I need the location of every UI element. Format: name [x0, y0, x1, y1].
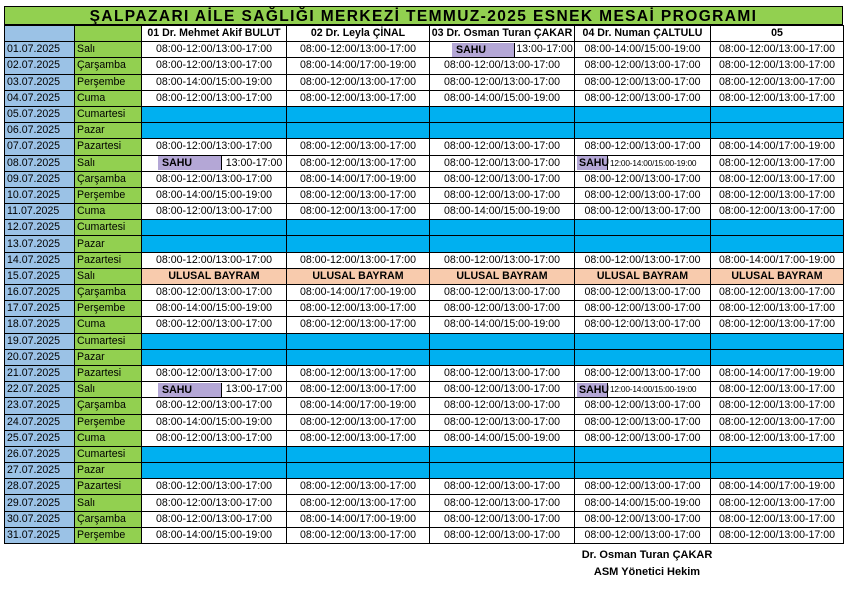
day-cell: Cuma	[75, 317, 142, 333]
weekend-cell	[575, 236, 711, 252]
weekend-cell	[287, 106, 430, 122]
schedule-cell: 08:00-12:00/13:00-17:00	[287, 365, 430, 381]
schedule-cell: 08:00-12:00/13:00-17:00	[575, 252, 711, 268]
date-cell: 23.07.2025	[5, 398, 75, 414]
schedule-cell: 08:00-12:00/13:00-17:00	[287, 479, 430, 495]
weekend-cell	[575, 446, 711, 462]
schedule-cell: 08:00-12:00/13:00-17:00	[287, 414, 430, 430]
weekend-cell	[287, 446, 430, 462]
table-row	[5, 74, 844, 90]
day-cell: Pazar	[75, 123, 142, 139]
schedule-cell: 08:00-12:00/13:00-17:00	[430, 382, 575, 398]
schedule-cell: 08:00-12:00/13:00-17:00	[142, 252, 287, 268]
schedule-cell: 08:00-12:00/13:00-17:00	[430, 301, 575, 317]
schedule-cell: 08:00-12:00/13:00-17:00	[711, 301, 844, 317]
date-cell: 16.07.2025	[5, 285, 75, 301]
holiday-cell: ULUSAL BAYRAM	[142, 268, 287, 284]
schedule-cell: 08:00-14:00/15:00-19:00	[430, 317, 575, 333]
date-cell: 13.07.2025	[5, 236, 75, 252]
day-cell: Perşembe	[75, 187, 142, 203]
schedule-table	[4, 25, 844, 544]
schedule-cell: 08:00-12:00/13:00-17:00	[430, 495, 575, 511]
schedule-cell: 08:00-14:00/17:00-19:00	[711, 139, 844, 155]
table-row	[5, 349, 844, 365]
schedule-cell: 08:00-12:00/13:00-17:00	[142, 495, 287, 511]
schedule-cell: 08:00-12:00/13:00-17:00	[430, 74, 575, 90]
schedule-cell: 08:00-12:00/13:00-17:00	[575, 511, 711, 527]
weekend-cell	[142, 236, 287, 252]
weekend-cell	[711, 463, 844, 479]
date-cell: 29.07.2025	[5, 495, 75, 511]
date-cell: 21.07.2025	[5, 365, 75, 381]
day-cell: Pazar	[75, 349, 142, 365]
weekend-cell	[142, 123, 287, 139]
sahu-badge: SAHU	[158, 383, 222, 397]
weekend-cell	[287, 236, 430, 252]
schedule-cell: 08:00-14:00/15:00-19:00	[142, 527, 287, 543]
day-cell: Perşembe	[75, 414, 142, 430]
schedule-cell: 08:00-12:00/13:00-17:00	[142, 398, 287, 414]
day-cell: Pazartesi	[75, 139, 142, 155]
table-row	[5, 42, 844, 58]
table-row	[5, 527, 844, 543]
sahu-time: 12:00-14:00/15:00-19:00	[610, 384, 697, 395]
schedule-cell: 08:00-14:00/15:00-19:00	[430, 430, 575, 446]
header-doctor-02: 02 Dr. Leyla ÇİNAL	[287, 26, 430, 42]
schedule-cell: 08:00-12:00/13:00-17:00	[287, 42, 430, 58]
schedule-cell: 08:00-12:00/13:00-17:00	[430, 479, 575, 495]
schedule-cell: 08:00-12:00/13:00-17:00	[711, 90, 844, 106]
schedule-cell: 08:00-14:00/15:00-19:00	[430, 90, 575, 106]
schedule-cell: 08:00-14:00/17:00-19:00	[711, 365, 844, 381]
schedule-cell: 08:00-14:00/15:00-19:00	[575, 495, 711, 511]
schedule-cell: 08:00-12:00/13:00-17:00	[287, 204, 430, 220]
schedule-cell: 08:00-14:00/15:00-19:00	[142, 414, 287, 430]
schedule-cell: 08:00-12:00/13:00-17:00	[711, 382, 844, 398]
table-row	[5, 268, 844, 284]
schedule-cell: 08:00-12:00/13:00-17:00	[430, 398, 575, 414]
date-cell: 24.07.2025	[5, 414, 75, 430]
schedule-cell: 08:00-12:00/13:00-17:00	[142, 511, 287, 527]
header-doctor-03: 03 Dr. Osman Turan ÇAKAR	[430, 26, 575, 42]
schedule-cell: 08:00-12:00/13:00-17:00	[575, 139, 711, 155]
schedule-cell: 08:00-14:00/15:00-19:00	[575, 42, 711, 58]
schedule-cell: 08:00-12:00/13:00-17:00	[575, 430, 711, 446]
weekend-cell	[142, 446, 287, 462]
day-cell: Pazartesi	[75, 479, 142, 495]
schedule-cell: 08:00-14:00/15:00-19:00	[142, 301, 287, 317]
schedule-cell: 08:00-12:00/13:00-17:00	[575, 414, 711, 430]
schedule-cell: 08:00-14:00/15:00-19:00	[142, 187, 287, 203]
date-cell: 03.07.2025	[5, 74, 75, 90]
table-row	[5, 285, 844, 301]
date-cell: 20.07.2025	[5, 349, 75, 365]
table-row	[5, 204, 844, 220]
day-cell: Salı	[75, 382, 142, 398]
holiday-cell: ULUSAL BAYRAM	[711, 268, 844, 284]
schedule-cell: 08:00-12:00/13:00-17:00	[711, 74, 844, 90]
schedule-cell: 08:00-12:00/13:00-17:00	[575, 90, 711, 106]
date-cell: 17.07.2025	[5, 301, 75, 317]
schedule-cell: 08:00-12:00/13:00-17:00	[287, 252, 430, 268]
table-row	[5, 398, 844, 414]
schedule-cell: 08:00-12:00/13:00-17:00	[287, 317, 430, 333]
schedule-cell: 08:00-12:00/13:00-17:00	[287, 155, 430, 171]
schedule-cell: 08:00-12:00/13:00-17:00	[711, 204, 844, 220]
schedule-cell: 08:00-12:00/13:00-17:00	[575, 187, 711, 203]
day-cell: Cumartesi	[75, 446, 142, 462]
weekend-cell	[287, 463, 430, 479]
weekend-cell	[575, 349, 711, 365]
sahu-cell	[575, 155, 711, 171]
weekend-cell	[575, 220, 711, 236]
manager-name: Dr. Osman Turan ÇAKAR	[581, 549, 713, 561]
weekend-cell	[430, 123, 575, 139]
table-row	[5, 365, 844, 381]
schedule-cell: 08:00-12:00/13:00-17:00	[430, 252, 575, 268]
table-row	[5, 187, 844, 203]
date-cell: 01.07.2025	[5, 42, 75, 58]
schedule-cell: 08:00-12:00/13:00-17:00	[142, 42, 287, 58]
day-cell: Pazar	[75, 463, 142, 479]
weekend-cell	[430, 446, 575, 462]
date-cell: 09.07.2025	[5, 171, 75, 187]
signature-block	[577, 547, 717, 581]
page-title: ŞALPAZARI AİLE SAĞLIĞI MERKEZİ TEMMUZ-2025 ESNEK MESAİ PROGRAMI	[4, 6, 843, 25]
schedule-cell: 08:00-12:00/13:00-17:00	[711, 398, 844, 414]
schedule-cell: 08:00-12:00/13:00-17:00	[142, 285, 287, 301]
schedule-cell: 08:00-12:00/13:00-17:00	[430, 155, 575, 171]
table-row	[5, 414, 844, 430]
schedule-cell: 08:00-12:00/13:00-17:00	[711, 187, 844, 203]
weekend-cell	[287, 220, 430, 236]
date-cell: 10.07.2025	[5, 187, 75, 203]
schedule-cell: 08:00-12:00/13:00-17:00	[430, 527, 575, 543]
sahu-cell	[575, 382, 711, 398]
date-cell: 15.07.2025	[5, 268, 75, 284]
schedule-cell: 08:00-12:00/13:00-17:00	[430, 511, 575, 527]
date-cell: 30.07.2025	[5, 511, 75, 527]
table-row	[5, 58, 844, 74]
schedule-cell: 08:00-12:00/13:00-17:00	[287, 382, 430, 398]
schedule-cell: 08:00-12:00/13:00-17:00	[430, 139, 575, 155]
header-row	[5, 26, 844, 42]
weekend-cell	[430, 106, 575, 122]
schedule-cell: 08:00-12:00/13:00-17:00	[142, 90, 287, 106]
sahu-time: 12:00-14:00/15:00-19:00	[610, 157, 697, 168]
day-cell: Cuma	[75, 90, 142, 106]
date-cell: 12.07.2025	[5, 220, 75, 236]
date-cell: 02.07.2025	[5, 58, 75, 74]
schedule-cell: 08:00-12:00/13:00-17:00	[711, 317, 844, 333]
day-cell: Perşembe	[75, 527, 142, 543]
date-cell: 06.07.2025	[5, 123, 75, 139]
weekend-cell	[711, 220, 844, 236]
schedule-cell: 08:00-12:00/13:00-17:00	[711, 171, 844, 187]
table-row	[5, 479, 844, 495]
date-cell: 22.07.2025	[5, 382, 75, 398]
weekend-cell	[287, 123, 430, 139]
schedule-cell: 08:00-12:00/13:00-17:00	[287, 187, 430, 203]
schedule-cell: 08:00-12:00/13:00-17:00	[142, 58, 287, 74]
day-cell: Salı	[75, 268, 142, 284]
holiday-cell: ULUSAL BAYRAM	[575, 268, 711, 284]
day-cell: Perşembe	[75, 74, 142, 90]
table-row	[5, 220, 844, 236]
header-doctor-05: 05	[711, 26, 844, 42]
sahu-cell	[142, 382, 287, 398]
header-doctor-01: 01 Dr. Mehmet Akif BULUT	[142, 26, 287, 42]
schedule-cell: 08:00-12:00/13:00-17:00	[575, 74, 711, 90]
header-day	[75, 26, 142, 42]
schedule-cell: 08:00-12:00/13:00-17:00	[430, 187, 575, 203]
day-cell: Çarşamba	[75, 511, 142, 527]
table-row	[5, 382, 844, 398]
schedule-cell: 08:00-12:00/13:00-17:00	[142, 139, 287, 155]
date-cell: 04.07.2025	[5, 90, 75, 106]
schedule-cell: 08:00-14:00/17:00-19:00	[711, 252, 844, 268]
date-cell: 28.07.2025	[5, 479, 75, 495]
schedule-cell: 08:00-12:00/13:00-17:00	[711, 285, 844, 301]
schedule-cell: 08:00-14:00/17:00-19:00	[287, 285, 430, 301]
schedule-cell: 08:00-12:00/13:00-17:00	[287, 90, 430, 106]
day-cell: Perşembe	[75, 301, 142, 317]
date-cell: 14.07.2025	[5, 252, 75, 268]
schedule-cell: 08:00-14:00/17:00-19:00	[711, 479, 844, 495]
schedule-sheet	[4, 6, 843, 544]
schedule-cell: 08:00-12:00/13:00-17:00	[287, 495, 430, 511]
schedule-cell: 08:00-12:00/13:00-17:00	[287, 139, 430, 155]
table-row	[5, 495, 844, 511]
day-cell: Salı	[75, 495, 142, 511]
sahu-time: 13:00-17:00	[225, 383, 283, 396]
table-row	[5, 301, 844, 317]
table-row	[5, 317, 844, 333]
weekend-cell	[430, 220, 575, 236]
schedule-cell: 08:00-12:00/13:00-17:00	[430, 58, 575, 74]
schedule-cell: 08:00-12:00/13:00-17:00	[575, 479, 711, 495]
sahu-wrap	[575, 382, 710, 397]
table-row	[5, 446, 844, 462]
schedule-cell: 08:00-12:00/13:00-17:00	[287, 301, 430, 317]
schedule-cell: 08:00-14:00/17:00-19:00	[287, 58, 430, 74]
weekend-cell	[575, 463, 711, 479]
day-cell: Salı	[75, 42, 142, 58]
sahu-time: 13:00-17:00	[225, 156, 283, 169]
header-doctor-04: 04 Dr. Numan ÇALTULU	[575, 26, 711, 42]
schedule-cell: 08:00-12:00/13:00-17:00	[575, 285, 711, 301]
schedule-cell: 08:00-12:00/13:00-17:00	[142, 171, 287, 187]
weekend-cell	[711, 349, 844, 365]
schedule-cell: 08:00-12:00/13:00-17:00	[575, 301, 711, 317]
weekend-cell	[711, 333, 844, 349]
weekend-cell	[430, 463, 575, 479]
schedule-cell: 08:00-12:00/13:00-17:00	[575, 58, 711, 74]
schedule-cell: 08:00-12:00/13:00-17:00	[142, 204, 287, 220]
weekend-cell	[142, 463, 287, 479]
schedule-cell: 08:00-12:00/13:00-17:00	[142, 317, 287, 333]
weekend-cell	[711, 236, 844, 252]
table-row	[5, 463, 844, 479]
date-cell: 05.07.2025	[5, 106, 75, 122]
schedule-cell: 08:00-12:00/13:00-17:00	[711, 527, 844, 543]
schedule-cell: 08:00-12:00/13:00-17:00	[430, 171, 575, 187]
schedule-cell: 08:00-12:00/13:00-17:00	[575, 398, 711, 414]
schedule-cell: 08:00-12:00/13:00-17:00	[575, 204, 711, 220]
weekend-cell	[575, 106, 711, 122]
weekend-cell	[142, 106, 287, 122]
weekend-cell	[430, 349, 575, 365]
date-cell: 19.07.2025	[5, 333, 75, 349]
sahu-badge: SAHU	[579, 157, 610, 170]
table-row	[5, 90, 844, 106]
date-cell: 11.07.2025	[5, 204, 75, 220]
sahu-badge: SAHU	[158, 156, 222, 170]
schedule-cell: 08:00-14:00/15:00-19:00	[142, 74, 287, 90]
day-cell: Cumartesi	[75, 333, 142, 349]
weekend-cell	[142, 333, 287, 349]
weekend-cell	[287, 333, 430, 349]
schedule-cell: 08:00-12:00/13:00-17:00	[430, 414, 575, 430]
day-cell: Çarşamba	[75, 58, 142, 74]
table-row	[5, 106, 844, 122]
schedule-cell: 08:00-12:00/13:00-17:00	[711, 155, 844, 171]
day-cell: Çarşamba	[75, 398, 142, 414]
sahu-wrap	[142, 156, 286, 171]
day-cell: Çarşamba	[75, 285, 142, 301]
schedule-cell: 08:00-12:00/13:00-17:00	[711, 495, 844, 511]
schedule-cell: 08:00-12:00/13:00-17:00	[575, 527, 711, 543]
day-cell: Pazar	[75, 236, 142, 252]
schedule-cell: 08:00-12:00/13:00-17:00	[287, 527, 430, 543]
schedule-cell: 08:00-12:00/13:00-17:00	[287, 74, 430, 90]
schedule-cell: 08:00-14:00/17:00-19:00	[287, 398, 430, 414]
weekend-cell	[142, 220, 287, 236]
date-cell: 31.07.2025	[5, 527, 75, 543]
sahu-cell	[142, 155, 287, 171]
holiday-cell: ULUSAL BAYRAM	[430, 268, 575, 284]
table-row	[5, 236, 844, 252]
date-cell: 07.07.2025	[5, 139, 75, 155]
table-row	[5, 511, 844, 527]
schedule-cell: 08:00-14:00/15:00-19:00	[430, 204, 575, 220]
sahu-wrap	[430, 42, 574, 57]
day-cell: Cumartesi	[75, 106, 142, 122]
weekend-cell	[430, 333, 575, 349]
sahu-time: 13:00-17:00	[516, 43, 573, 56]
day-cell: Pazartesi	[75, 365, 142, 381]
schedule-cell: 08:00-12:00/13:00-17:00	[711, 511, 844, 527]
weekend-cell	[711, 123, 844, 139]
date-cell: 18.07.2025	[5, 317, 75, 333]
table-row	[5, 139, 844, 155]
sahu-wrap	[575, 156, 710, 171]
schedule-cell: 08:00-12:00/13:00-17:00	[711, 42, 844, 58]
schedule-cell: 08:00-12:00/13:00-17:00	[430, 285, 575, 301]
table-row	[5, 123, 844, 139]
schedule-cell: 08:00-12:00/13:00-17:00	[142, 430, 287, 446]
day-cell: Cumartesi	[75, 220, 142, 236]
day-cell: Cuma	[75, 204, 142, 220]
holiday-cell: ULUSAL BAYRAM	[287, 268, 430, 284]
sahu-wrap	[142, 382, 286, 397]
schedule-cell: 08:00-12:00/13:00-17:00	[575, 171, 711, 187]
day-cell: Çarşamba	[75, 171, 142, 187]
schedule-cell: 08:00-12:00/13:00-17:00	[142, 365, 287, 381]
day-cell: Cuma	[75, 430, 142, 446]
weekend-cell	[575, 123, 711, 139]
weekend-cell	[711, 446, 844, 462]
date-cell: 25.07.2025	[5, 430, 75, 446]
schedule-cell: 08:00-12:00/13:00-17:00	[711, 414, 844, 430]
schedule-cell: 08:00-12:00/13:00-17:00	[711, 58, 844, 74]
sahu-cell	[430, 42, 575, 58]
schedule-cell: 08:00-12:00/13:00-17:00	[575, 317, 711, 333]
schedule-cell: 08:00-14:00/17:00-19:00	[287, 511, 430, 527]
weekend-cell	[142, 349, 287, 365]
table-row	[5, 155, 844, 171]
schedule-cell: 08:00-12:00/13:00-17:00	[711, 430, 844, 446]
table-row	[5, 171, 844, 187]
sahu-badge: SAHU	[452, 43, 515, 57]
header-date	[5, 26, 75, 42]
manager-title: ASM Yönetici Hekim	[593, 566, 701, 578]
weekend-cell	[430, 236, 575, 252]
sahu-badge: SAHU	[579, 383, 610, 396]
date-cell: 08.07.2025	[5, 155, 75, 171]
date-cell: 27.07.2025	[5, 463, 75, 479]
schedule-cell: 08:00-14:00/17:00-19:00	[287, 171, 430, 187]
schedule-cell: 08:00-12:00/13:00-17:00	[575, 365, 711, 381]
schedule-cell: 08:00-12:00/13:00-17:00	[142, 479, 287, 495]
schedule-cell: 08:00-12:00/13:00-17:00	[287, 430, 430, 446]
day-cell: Salı	[75, 155, 142, 171]
weekend-cell	[711, 106, 844, 122]
day-cell: Pazartesi	[75, 252, 142, 268]
weekend-cell	[575, 333, 711, 349]
table-row	[5, 252, 844, 268]
weekend-cell	[287, 349, 430, 365]
table-row	[5, 333, 844, 349]
schedule-cell: 08:00-12:00/13:00-17:00	[430, 365, 575, 381]
table-row	[5, 430, 844, 446]
date-cell: 26.07.2025	[5, 446, 75, 462]
